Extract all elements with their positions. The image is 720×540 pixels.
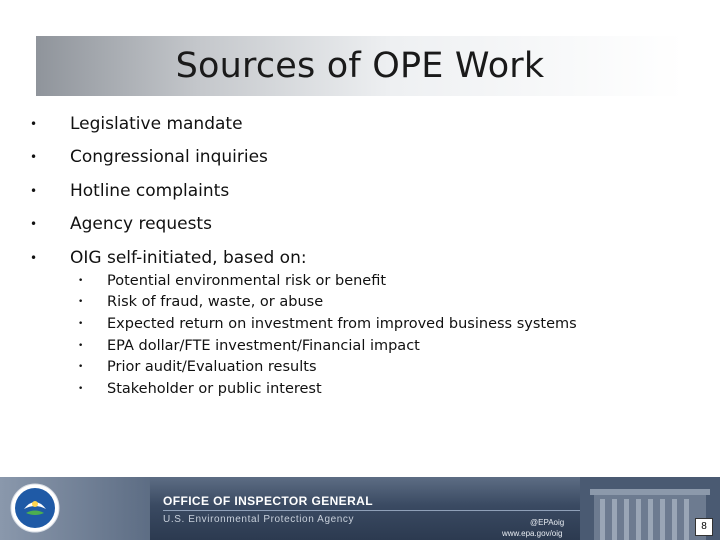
sub-bullet-text: Prior audit/Evaluation results — [107, 359, 317, 375]
sub-bullet-dot: • — [78, 297, 84, 307]
bullet-dot: • — [30, 217, 38, 231]
sub-bullet-text: Risk of fraud, waste, or abuse — [107, 294, 324, 310]
bullet-text: Congressional inquiries — [70, 147, 268, 167]
sub-bullet-text: Stakeholder or public interest — [107, 381, 322, 397]
slide-title: Sources of OPE Work — [175, 46, 545, 86]
sub-bullet-text: Expected return on investment from improved business systems — [107, 316, 577, 332]
agency-name: U.S. Environmental Protection Agency — [163, 514, 355, 525]
footer-divider — [163, 510, 583, 511]
bullet-dot: • — [30, 184, 38, 198]
sub-bullet-dot: • — [78, 276, 84, 286]
sub-bullet-dot: • — [78, 341, 84, 351]
epa-seal-icon — [10, 483, 60, 533]
sub-bullet-dot: • — [78, 384, 84, 394]
page-number: 8 — [695, 518, 713, 536]
bullet-dot: • — [30, 251, 38, 265]
bullet-text: Agency requests — [70, 214, 212, 234]
bullet-text: Legislative mandate — [70, 114, 243, 134]
bullet-text: Hotline complaints — [70, 181, 230, 201]
bullet-dot: • — [30, 117, 38, 131]
org-name: OFFICE OF INSPECTOR GENERAL — [163, 494, 373, 508]
sub-bullet-text: EPA dollar/FTE investment/Financial impact — [107, 338, 420, 354]
bullet-text: OIG self-initiated, based on: — [70, 248, 307, 268]
bullet-dot: • — [30, 150, 38, 164]
website-url: www.epa.gov/oig — [502, 529, 563, 538]
sub-bullet-dot: • — [78, 362, 84, 372]
twitter-handle: @EPAoig — [530, 518, 565, 527]
sub-bullet-text: Potential environmental risk or benefit — [107, 273, 387, 289]
sub-bullet-dot: • — [78, 319, 84, 329]
